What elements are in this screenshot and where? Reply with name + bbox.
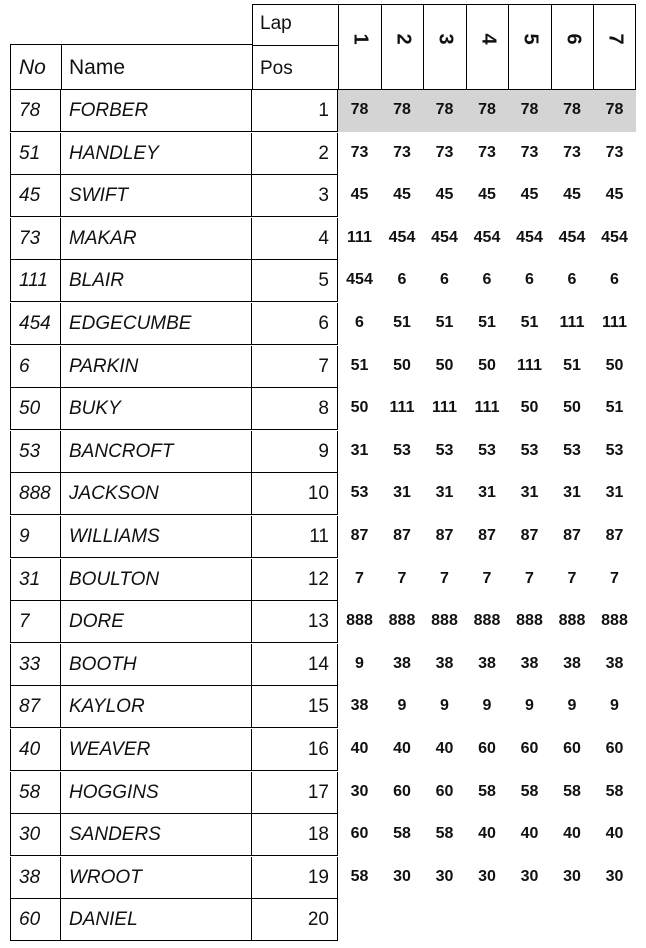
lap-header-2 xyxy=(381,4,423,90)
lap-position-cell: 6 xyxy=(610,271,619,288)
lap-position-cell: 60 xyxy=(478,740,496,757)
lap-position-cell: 888 xyxy=(346,612,373,629)
lap-header-label: 1 xyxy=(349,33,372,45)
lap-header-7 xyxy=(593,4,636,90)
lap-position-cell: 40 xyxy=(435,740,454,757)
lap-chart-row xyxy=(338,218,636,260)
lap-position-cell: 7 xyxy=(610,570,619,587)
lap-header-label: 4 xyxy=(477,33,499,45)
lap-position-cell: 51 xyxy=(605,399,624,416)
lap-position-cell: 454 xyxy=(388,229,416,246)
header-no: No xyxy=(19,56,46,79)
lap-position-cell: 58 xyxy=(435,825,454,842)
lap-position-cell: 87 xyxy=(520,527,539,544)
driver-pos: 10 xyxy=(252,473,338,514)
lap-header-label: 7 xyxy=(604,33,626,45)
lap-position-cell: 454 xyxy=(431,229,458,246)
lap-position-cell: 888 xyxy=(558,612,586,629)
lap-position-cell: 9 xyxy=(397,697,407,714)
lap-position-cell: 6 xyxy=(355,314,364,331)
lap-position-cell: 51 xyxy=(350,357,369,374)
table-header-left xyxy=(10,44,252,90)
lap-position-cell: 31 xyxy=(435,484,454,501)
lap-position-cell: 50 xyxy=(393,357,411,374)
lap-position-cell: 40 xyxy=(563,825,581,842)
lap-position-cell: 38 xyxy=(605,655,624,672)
lap-position-cell: 58 xyxy=(393,825,411,842)
lap-chart-row xyxy=(338,644,636,686)
lap-position-cell: 58 xyxy=(350,868,369,885)
lap-position-cell: 31 xyxy=(520,484,539,501)
lap-chart-row xyxy=(338,133,636,175)
lap-position-cell: 40 xyxy=(605,825,624,842)
lap-position-cell: 53 xyxy=(393,442,411,459)
lap-position-cell: 53 xyxy=(435,442,454,459)
driver-name: HANDLEY xyxy=(61,133,252,174)
lap-position-cell: 111 xyxy=(602,314,627,331)
lap-chart-row xyxy=(338,303,636,345)
table-row xyxy=(10,431,338,473)
lap-position-cell: 87 xyxy=(393,527,411,544)
lap-chart-row xyxy=(338,388,636,430)
driver-no: 60 xyxy=(10,899,61,940)
lap-position-cell: 40 xyxy=(478,825,496,842)
driver-name: BOOTH xyxy=(61,644,252,685)
driver-pos: 19 xyxy=(252,857,338,898)
driver-name: DANIEL xyxy=(61,899,252,940)
lap-position-cell: 53 xyxy=(605,442,624,459)
lap-position-cell: 7 xyxy=(482,570,492,587)
lap-position-cell: 53 xyxy=(350,484,369,501)
driver-name: WILLIAMS xyxy=(61,516,252,557)
driver-name: BOULTON xyxy=(61,559,252,600)
lap-header-label: 3 xyxy=(434,33,457,45)
lap-position-cell: 31 xyxy=(605,484,624,501)
lap-position-cell: 51 xyxy=(478,314,496,331)
lap-position-cell: 53 xyxy=(563,442,581,459)
lap-position-cell: 58 xyxy=(563,783,581,800)
driver-pos: 3 xyxy=(252,175,338,216)
lap-position-cell: 78 xyxy=(563,101,581,118)
lap-position-cell: 51 xyxy=(393,314,411,331)
driver-pos: 11 xyxy=(252,516,338,557)
lap-position-cell: 7 xyxy=(525,570,534,587)
lap-position-cell: 888 xyxy=(388,612,416,629)
lap-header-1 xyxy=(338,4,381,90)
driver-pos: 6 xyxy=(252,303,338,344)
lap-position-cell: 6 xyxy=(525,271,534,288)
table-row xyxy=(10,473,338,515)
lap-position-cell: 50 xyxy=(605,357,624,374)
driver-pos: 2 xyxy=(252,133,338,174)
driver-name: PARKIN xyxy=(61,346,252,387)
lap-position-cell: 45 xyxy=(563,186,581,203)
driver-pos: 14 xyxy=(252,644,338,685)
lap-position-cell: 888 xyxy=(473,612,501,629)
lap-position-cell: 78 xyxy=(478,101,496,118)
driver-name: WEAVER xyxy=(61,729,252,770)
driver-pos: 1 xyxy=(252,90,338,131)
lap-position-cell: 73 xyxy=(393,144,411,161)
driver-no: 73 xyxy=(10,218,61,259)
lap-position-cell: 50 xyxy=(520,399,539,416)
lap-position-cell: 73 xyxy=(563,144,581,161)
lap-position-cell: 9 xyxy=(440,697,449,714)
lap-position-cell: 45 xyxy=(605,186,624,203)
lap-position-cell: 38 xyxy=(520,655,539,672)
lap-position-cell: 30 xyxy=(520,868,539,885)
lap-position-cell: 9 xyxy=(525,697,534,714)
driver-no: 888 xyxy=(10,473,61,514)
lap-header-6 xyxy=(551,4,593,90)
header-name: Name xyxy=(69,56,126,79)
lap-position-cell: 40 xyxy=(393,740,411,757)
lap-header-label: 2 xyxy=(392,33,414,45)
driver-pos: 5 xyxy=(252,260,338,301)
lap-chart-row xyxy=(338,601,636,643)
lap-position-cell: 45 xyxy=(478,186,496,203)
lap-position-cell: 31 xyxy=(393,484,411,501)
driver-no: 30 xyxy=(10,814,61,855)
lap-position-cell: 78 xyxy=(350,101,369,118)
lap-header-3 xyxy=(423,4,466,90)
table-row xyxy=(10,601,338,643)
lap-number-headers xyxy=(338,4,636,90)
driver-no: 87 xyxy=(10,686,61,727)
header-divider xyxy=(61,45,62,89)
lap-position-cell: 50 xyxy=(350,399,369,416)
lap-position-cell: 111 xyxy=(474,399,500,416)
lap-position-cell: 9 xyxy=(355,655,364,672)
lap-position-cell: 73 xyxy=(435,144,454,161)
table-row xyxy=(10,303,338,345)
lap-position-cell: 60 xyxy=(563,740,581,757)
driver-name: KAYLOR xyxy=(61,686,252,727)
table-row xyxy=(10,559,338,601)
table-row xyxy=(10,857,338,899)
driver-pos: 17 xyxy=(252,772,338,813)
lap-position-cell: 31 xyxy=(478,484,496,501)
driver-name: FORBER xyxy=(61,90,252,131)
driver-name: HOGGINS xyxy=(61,772,252,813)
lap-position-cell: 454 xyxy=(516,229,543,246)
table-row xyxy=(10,729,338,771)
driver-no: 31 xyxy=(10,559,61,600)
lap-position-cell: 45 xyxy=(435,186,454,203)
lap-chart-row xyxy=(338,260,636,302)
table-row xyxy=(10,90,338,132)
lap-header-label: 5 xyxy=(519,33,542,45)
driver-name: BLAIR xyxy=(61,260,252,301)
lap-position-cell: 31 xyxy=(350,442,369,459)
table-row xyxy=(10,218,338,260)
lap-position-cell: 78 xyxy=(605,101,624,118)
lap-position-cell: 111 xyxy=(347,229,372,246)
table-row xyxy=(10,388,338,430)
driver-name: EDGECUMBE xyxy=(61,303,252,344)
lap-position-cell: 454 xyxy=(473,229,501,246)
lap-chart-row xyxy=(338,473,636,515)
lap-position-cell: 454 xyxy=(601,229,628,246)
lap-position-cell: 58 xyxy=(478,783,496,800)
lap-position-cell: 78 xyxy=(520,101,539,118)
driver-name: BANCROFT xyxy=(61,431,252,472)
table-row xyxy=(10,346,338,388)
header-lap: Lap xyxy=(260,13,292,34)
lap-chart-row xyxy=(338,729,636,771)
driver-no: 9 xyxy=(10,516,61,557)
lap-position-cell: 87 xyxy=(350,527,369,544)
lap-header-4 xyxy=(466,4,508,90)
driver-no: 111 xyxy=(10,260,61,301)
lap-position-cell: 6 xyxy=(482,271,492,288)
driver-pos: 18 xyxy=(252,814,338,855)
lap-position-cell: 87 xyxy=(605,527,624,544)
table-row xyxy=(10,814,338,856)
lap-position-cell: 7 xyxy=(355,570,364,587)
lap-position-cell: 38 xyxy=(435,655,454,672)
driver-pos: 16 xyxy=(252,729,338,770)
lap-position-cell: 454 xyxy=(558,229,586,246)
lap-position-cell: 111 xyxy=(389,399,415,416)
lap-position-cell: 888 xyxy=(601,612,628,629)
lap-position-cell: 40 xyxy=(520,825,539,842)
lap-position-cell: 53 xyxy=(520,442,539,459)
driver-name: SANDERS xyxy=(61,814,252,855)
driver-no: 454 xyxy=(10,303,61,344)
driver-pos: 8 xyxy=(252,388,338,429)
lap-position-cell: 87 xyxy=(478,527,496,544)
lap-position-cell: 30 xyxy=(563,868,581,885)
lap-position-cell: 111 xyxy=(432,399,457,416)
driver-name: SWIFT xyxy=(61,175,252,216)
driver-pos: 4 xyxy=(252,218,338,259)
driver-no: 53 xyxy=(10,431,61,472)
lap-position-cell: 888 xyxy=(431,612,458,629)
lap-position-cell: 58 xyxy=(605,783,624,800)
lap-position-cell: 73 xyxy=(350,144,369,161)
driver-no: 78 xyxy=(10,90,61,131)
lap-position-cell: 6 xyxy=(567,271,577,288)
lap-position-cell: 45 xyxy=(350,186,369,203)
lap-chart-row xyxy=(338,772,636,814)
header-lap-pos-divider xyxy=(253,45,339,46)
driver-pos: 13 xyxy=(252,601,338,642)
lap-position-cell: 51 xyxy=(520,314,539,331)
lap-chart-row xyxy=(338,175,636,217)
lap-position-cell: 9 xyxy=(610,697,619,714)
driver-no: 51 xyxy=(10,133,61,174)
lap-position-cell: 30 xyxy=(393,868,411,885)
lap-chart-row xyxy=(338,686,636,728)
lap-position-cell: 38 xyxy=(563,655,581,672)
driver-pos: 15 xyxy=(252,686,338,727)
table-row xyxy=(10,175,338,217)
lap-position-cell: 30 xyxy=(435,868,454,885)
lap-position-cell: 38 xyxy=(350,697,369,714)
lap-position-cell: 30 xyxy=(478,868,496,885)
lap-position-cell: 50 xyxy=(563,399,581,416)
lap-position-cell: 30 xyxy=(605,868,624,885)
lap-chart-row xyxy=(338,814,636,856)
table-row xyxy=(10,644,338,686)
driver-name: BUKY xyxy=(61,388,252,429)
lap-position-cell: 73 xyxy=(520,144,539,161)
table-row xyxy=(10,516,338,558)
driver-no: 6 xyxy=(10,346,61,387)
lap-position-cell: 45 xyxy=(520,186,539,203)
lap-position-cell: 60 xyxy=(350,825,369,842)
driver-pos: 9 xyxy=(252,431,338,472)
lap-position-cell: 7 xyxy=(440,570,449,587)
lap-position-cell: 454 xyxy=(346,271,373,288)
driver-pos: 12 xyxy=(252,559,338,600)
lap-position-cell: 60 xyxy=(605,740,624,757)
lap-position-cell: 73 xyxy=(478,144,496,161)
header-lap-pos xyxy=(252,4,338,90)
lap-chart-row xyxy=(338,516,636,558)
lap-chart-row xyxy=(338,90,636,132)
driver-name: MAKAR xyxy=(61,218,252,259)
lap-position-cell: 45 xyxy=(393,186,411,203)
driver-pos: 20 xyxy=(252,899,338,940)
table-row xyxy=(10,899,338,941)
lap-position-cell: 50 xyxy=(435,357,454,374)
table-row xyxy=(10,260,338,302)
lap-position-cell: 87 xyxy=(563,527,581,544)
lap-position-cell: 6 xyxy=(397,271,407,288)
driver-no: 50 xyxy=(10,388,61,429)
lap-position-cell: 9 xyxy=(567,697,577,714)
lap-position-cell: 6 xyxy=(440,271,449,288)
lap-position-cell: 78 xyxy=(435,101,454,118)
lap-chart-row xyxy=(338,559,636,601)
lap-position-cell: 7 xyxy=(567,570,577,587)
driver-no: 40 xyxy=(10,729,61,770)
driver-name: DORE xyxy=(61,601,252,642)
driver-no: 58 xyxy=(10,772,61,813)
driver-no: 33 xyxy=(10,644,61,685)
lap-position-cell: 51 xyxy=(435,314,454,331)
header-pos: Pos xyxy=(260,58,293,79)
lap-position-cell: 31 xyxy=(563,484,581,501)
lap-position-cell: 51 xyxy=(563,357,581,374)
lap-position-cell: 7 xyxy=(397,570,407,587)
lap-position-cell: 9 xyxy=(482,697,492,714)
driver-no: 38 xyxy=(10,857,61,898)
lap-position-cell: 40 xyxy=(350,740,369,757)
lap-position-cell: 87 xyxy=(435,527,454,544)
lap-position-cell: 111 xyxy=(517,357,542,374)
lap-position-cell: 50 xyxy=(478,357,496,374)
lap-position-cell: 73 xyxy=(605,144,624,161)
lap-position-cell: 60 xyxy=(520,740,539,757)
lap-position-cell: 53 xyxy=(478,442,496,459)
lap-position-cell: 888 xyxy=(516,612,543,629)
lap-position-cell: 38 xyxy=(393,655,411,672)
driver-pos: 7 xyxy=(252,346,338,387)
lap-position-cell: 78 xyxy=(393,101,411,118)
lap-position-cell: 58 xyxy=(520,783,539,800)
lap-chart-row xyxy=(338,857,636,899)
lap-position-cell: 60 xyxy=(435,783,454,800)
lap-position-cell: 38 xyxy=(478,655,496,672)
driver-no: 45 xyxy=(10,175,61,216)
driver-name: JACKSON xyxy=(61,473,252,514)
driver-name: WROOT xyxy=(61,857,252,898)
lap-position-cell: 111 xyxy=(559,314,585,331)
lap-chart-row xyxy=(338,346,636,388)
table-row xyxy=(10,686,338,728)
lap-header-5 xyxy=(508,4,551,90)
lap-position-cell: 30 xyxy=(350,783,369,800)
table-row xyxy=(10,133,338,175)
lap-header-label: 6 xyxy=(562,33,584,45)
table-row xyxy=(10,772,338,814)
lap-position-cell: 60 xyxy=(393,783,411,800)
driver-no: 7 xyxy=(10,601,61,642)
lap-chart-row xyxy=(338,431,636,473)
